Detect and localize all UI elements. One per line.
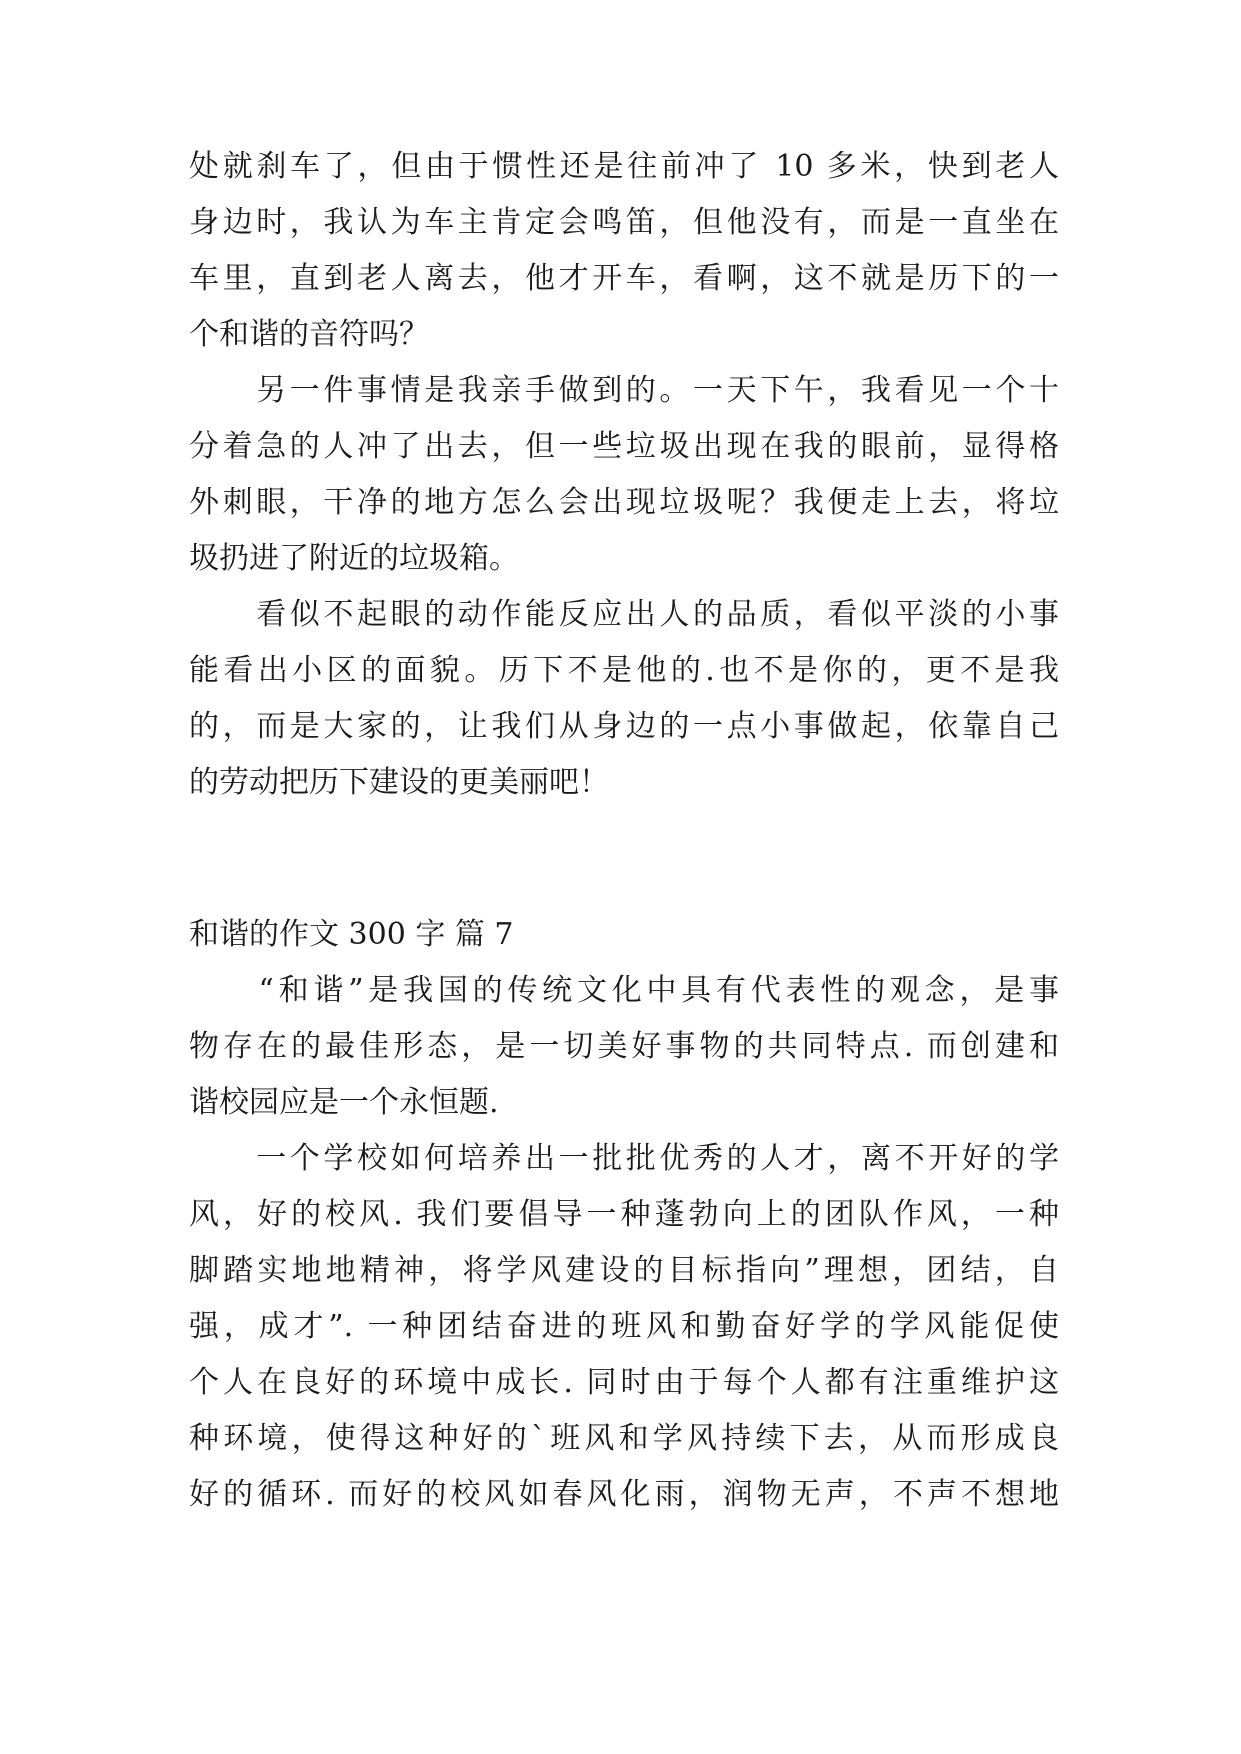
paragraph-a-line-3: 车里，直到老人离去，他才开车，看啊，这不就是历下的一 [189,261,1059,296]
paragraph-e-line-1: 一个学校如何培养出一批批优秀的人才，离不开好的学 [189,1141,1059,1176]
paragraph-b-line-4: 圾扔进了附近的垃圾箱。 [189,541,519,576]
paragraph-c-line-3: 的，而是大家的，让我们从身边的一点小事做起，依靠自己 [189,709,1059,744]
paragraph-e-line-4: 强，成才”. 一种团结奋进的班风和勤奋好学的学风能促使 [189,1309,1059,1344]
paragraph-d-line-3: 谐校园应是一个永恒题. [189,1085,499,1120]
paragraph-b-line-1: 另一件事情是我亲手做到的。一天下午，我看见一个十 [189,373,1059,408]
paragraph-e-line-7: 好的循环. 而好的校风如春风化雨，润物无声，不声不想地 [189,1477,1059,1512]
paragraph-e-line-5: 个人在良好的环境中成长. 同时由于每个人都有注重维护这 [189,1365,1059,1400]
paragraph-a-line-4: 个和谐的音符吗？ [189,317,429,352]
paragraph-c-line-4: 的劳动把历下建设的更美丽吧！ [189,765,609,800]
paragraph-b-line-2: 分着急的人冲了出去，但一些垃圾出现在我的眼前，显得格 [189,429,1059,464]
section-heading: 和谐的作文 300 字 篇 7 [189,917,514,952]
paragraph-b-line-3: 外刺眼，干净的地方怎么会出现垃圾呢？我便走上去，将垃 [189,485,1059,520]
paragraph-c-line-1: 看似不起眼的动作能反应出人的品质，看似平淡的小事 [189,597,1059,632]
paragraph-d-line-2: 物存在的最佳形态，是一切美好事物的共同特点. 而创建和 [189,1029,1059,1064]
paragraph-a-line-1: 处就刹车了，但由于惯性还是往前冲了 10 多米，快到老人 [189,149,1059,184]
paragraph-c-line-2: 能看出小区的面貌。历下不是他的.也不是你的，更不是我 [189,653,1059,688]
paragraph-d-line-1: “和谐”是我国的传统文化中具有代表性的观念，是事 [189,973,1059,1008]
paragraph-e-line-6: 种环境，使得这种好的`班风和学风持续下去，从而形成良 [189,1421,1059,1456]
paragraph-a-line-2: 身边时，我认为车主肯定会鸣笛，但他没有，而是一直坐在 [189,205,1059,240]
paragraph-e-line-3: 脚踏实地地精神，将学风建设的目标指向”理想，团结，自 [189,1253,1059,1288]
paragraph-e-line-2: 风，好的校风. 我们要倡导一种蓬勃向上的团队作风，一种 [189,1197,1059,1232]
